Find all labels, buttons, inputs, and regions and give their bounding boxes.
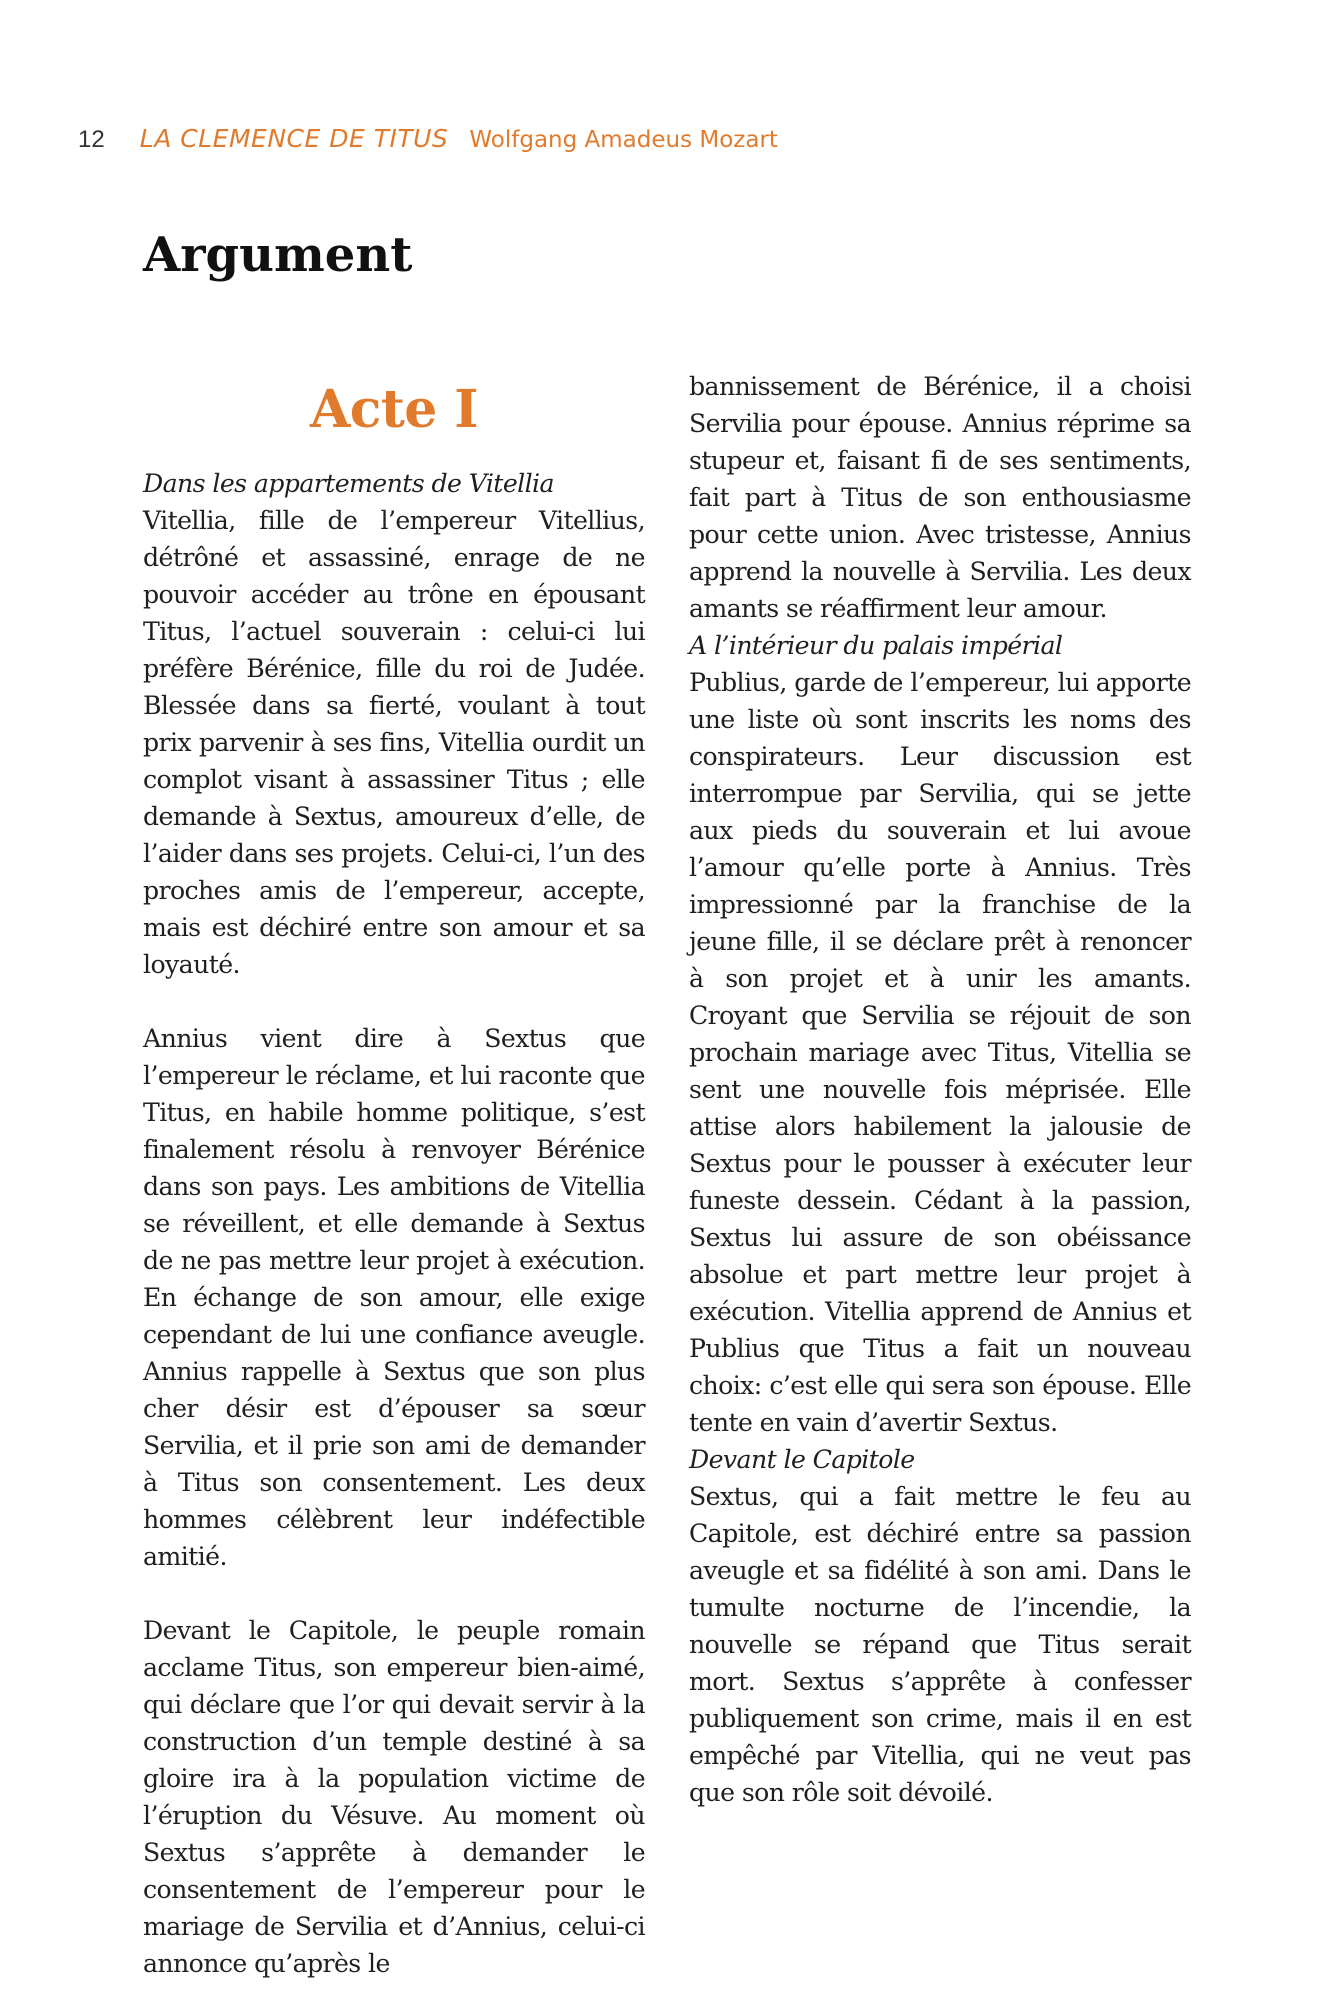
paragraph: Vitellia, fille de l’empereur Vitellius, détrôné et assassiné, enrage de ne pouvoir accéder au trône en épousant Titus, l’actuel souverain : celui-ci lui préfère Bérénice, fille du roi de Judée. Blessée dans sa fierté, voulant à tout prix parvenir à ses fins, Vitellia ourdit un complot visant à assassiner Titus ; elle demande à Sextus, amoureux d’elle, de l’aider dans ses projets. Celui-ci, l’un des proches amis de l’empereur, accepte, mais est déchiré entre son amour et sa loyauté. <box>143 506 645 979</box>
act-title: Acte I <box>310 379 478 440</box>
paragraph: Devant le Capitole, le peuple romain acclame Titus, son empereur bien-aimé, qui déclare que l’or qui devait servir à la construction d’un temple destiné à sa gloire ira à la population victime de l’éruption du Vésuve. Au moment où Sextus s’apprête à demander le consentement de l’empereur pour le mariage de Servilia et d’Annius, celui-ci annonce qu’après le <box>143 1616 645 1978</box>
paragraph: bannissement de Bérénice, il a choisi Servilia pour épouse. Annius réprime sa stupeur et, faisant fi de ses sentiments, fait part à Titus de son enthousiasme pour cette union. Avec tristesse, Annius apprend la nouvelle à Servilia. Les deux amants se réaffirment leur amour. <box>689 372 1191 623</box>
scene-heading: Dans les appartements de Vitellia <box>143 469 554 498</box>
paragraph: Publius, garde de l’empereur, lui apporte une liste où sont inscrits les noms des conspirateurs. Leur discussion est interrompue par Servilia, qui se jette aux pieds du souverain et lui avoue l’amour qu’elle porte à Annius. Très impressionné par la franchise de la jeune fille, il se déclare prêt à renoncer à son projet et à unir les amants. Croyant que Servilia se réjouit de son prochain mariage avec Titus, Vitellia se sent une nouvelle fois méprisée. Elle attise alors habilement la jalousie de Sextus pour le pousser à exécuter leur funeste dessein. Cédant à la passion, Sextus lui assure de son obéissance absolue et part mettre leur projet à exécution. Vitellia apprend de Annius et Publius que Titus a fait un nouveau choix: c’est elle qui sera son épouse. Elle tente en vain d’avertir Sextus. <box>689 668 1191 1437</box>
page-title: Argument <box>143 227 413 283</box>
scene-heading: A l’intérieur du palais impérial <box>689 631 1063 660</box>
scene-heading: Devant le Capitole <box>689 1445 915 1474</box>
paragraph: Annius vient dire à Sextus que l’empereur le réclame, et lui raconte que Titus, en habile homme politique, s’est finalement résolu à renvoyer Bérénice dans son pays. Les ambitions de Vitellia se réveillent, et elle demande à Sextus de ne pas mettre leur projet à exécution. En échange de son amour, elle exige cependant de lui une confiance aveugle. Annius rappelle à Sextus que son plus cher désir est d’épouser sa sœur Servilia, et il prie son ami de demander à Titus son consentement. Les deux hommes célèbrent leur indéfectible amitié. <box>143 1024 645 1571</box>
page-number: 12 <box>78 126 105 153</box>
composer-name: Wolfgang Amadeus Mozart <box>469 127 778 153</box>
left-column <box>143 368 645 1982</box>
right-column <box>689 368 1191 1811</box>
opera-title: LA CLEMENCE DE TITUS <box>139 124 449 153</box>
paragraph: Sextus, qui a fait mettre le feu au Capitole, est déchiré entre sa passion aveugle et sa fidélité à son ami. Dans le tumulte nocturne de l’incendie, la nouvelle se répand que Titus serait mort. Sextus s’apprête à confesser publiquement son crime, mais il en est empêché par Vitellia, qui ne veut pas que son rôle soit dévoilé. <box>689 1482 1191 1807</box>
running-header <box>78 119 778 159</box>
